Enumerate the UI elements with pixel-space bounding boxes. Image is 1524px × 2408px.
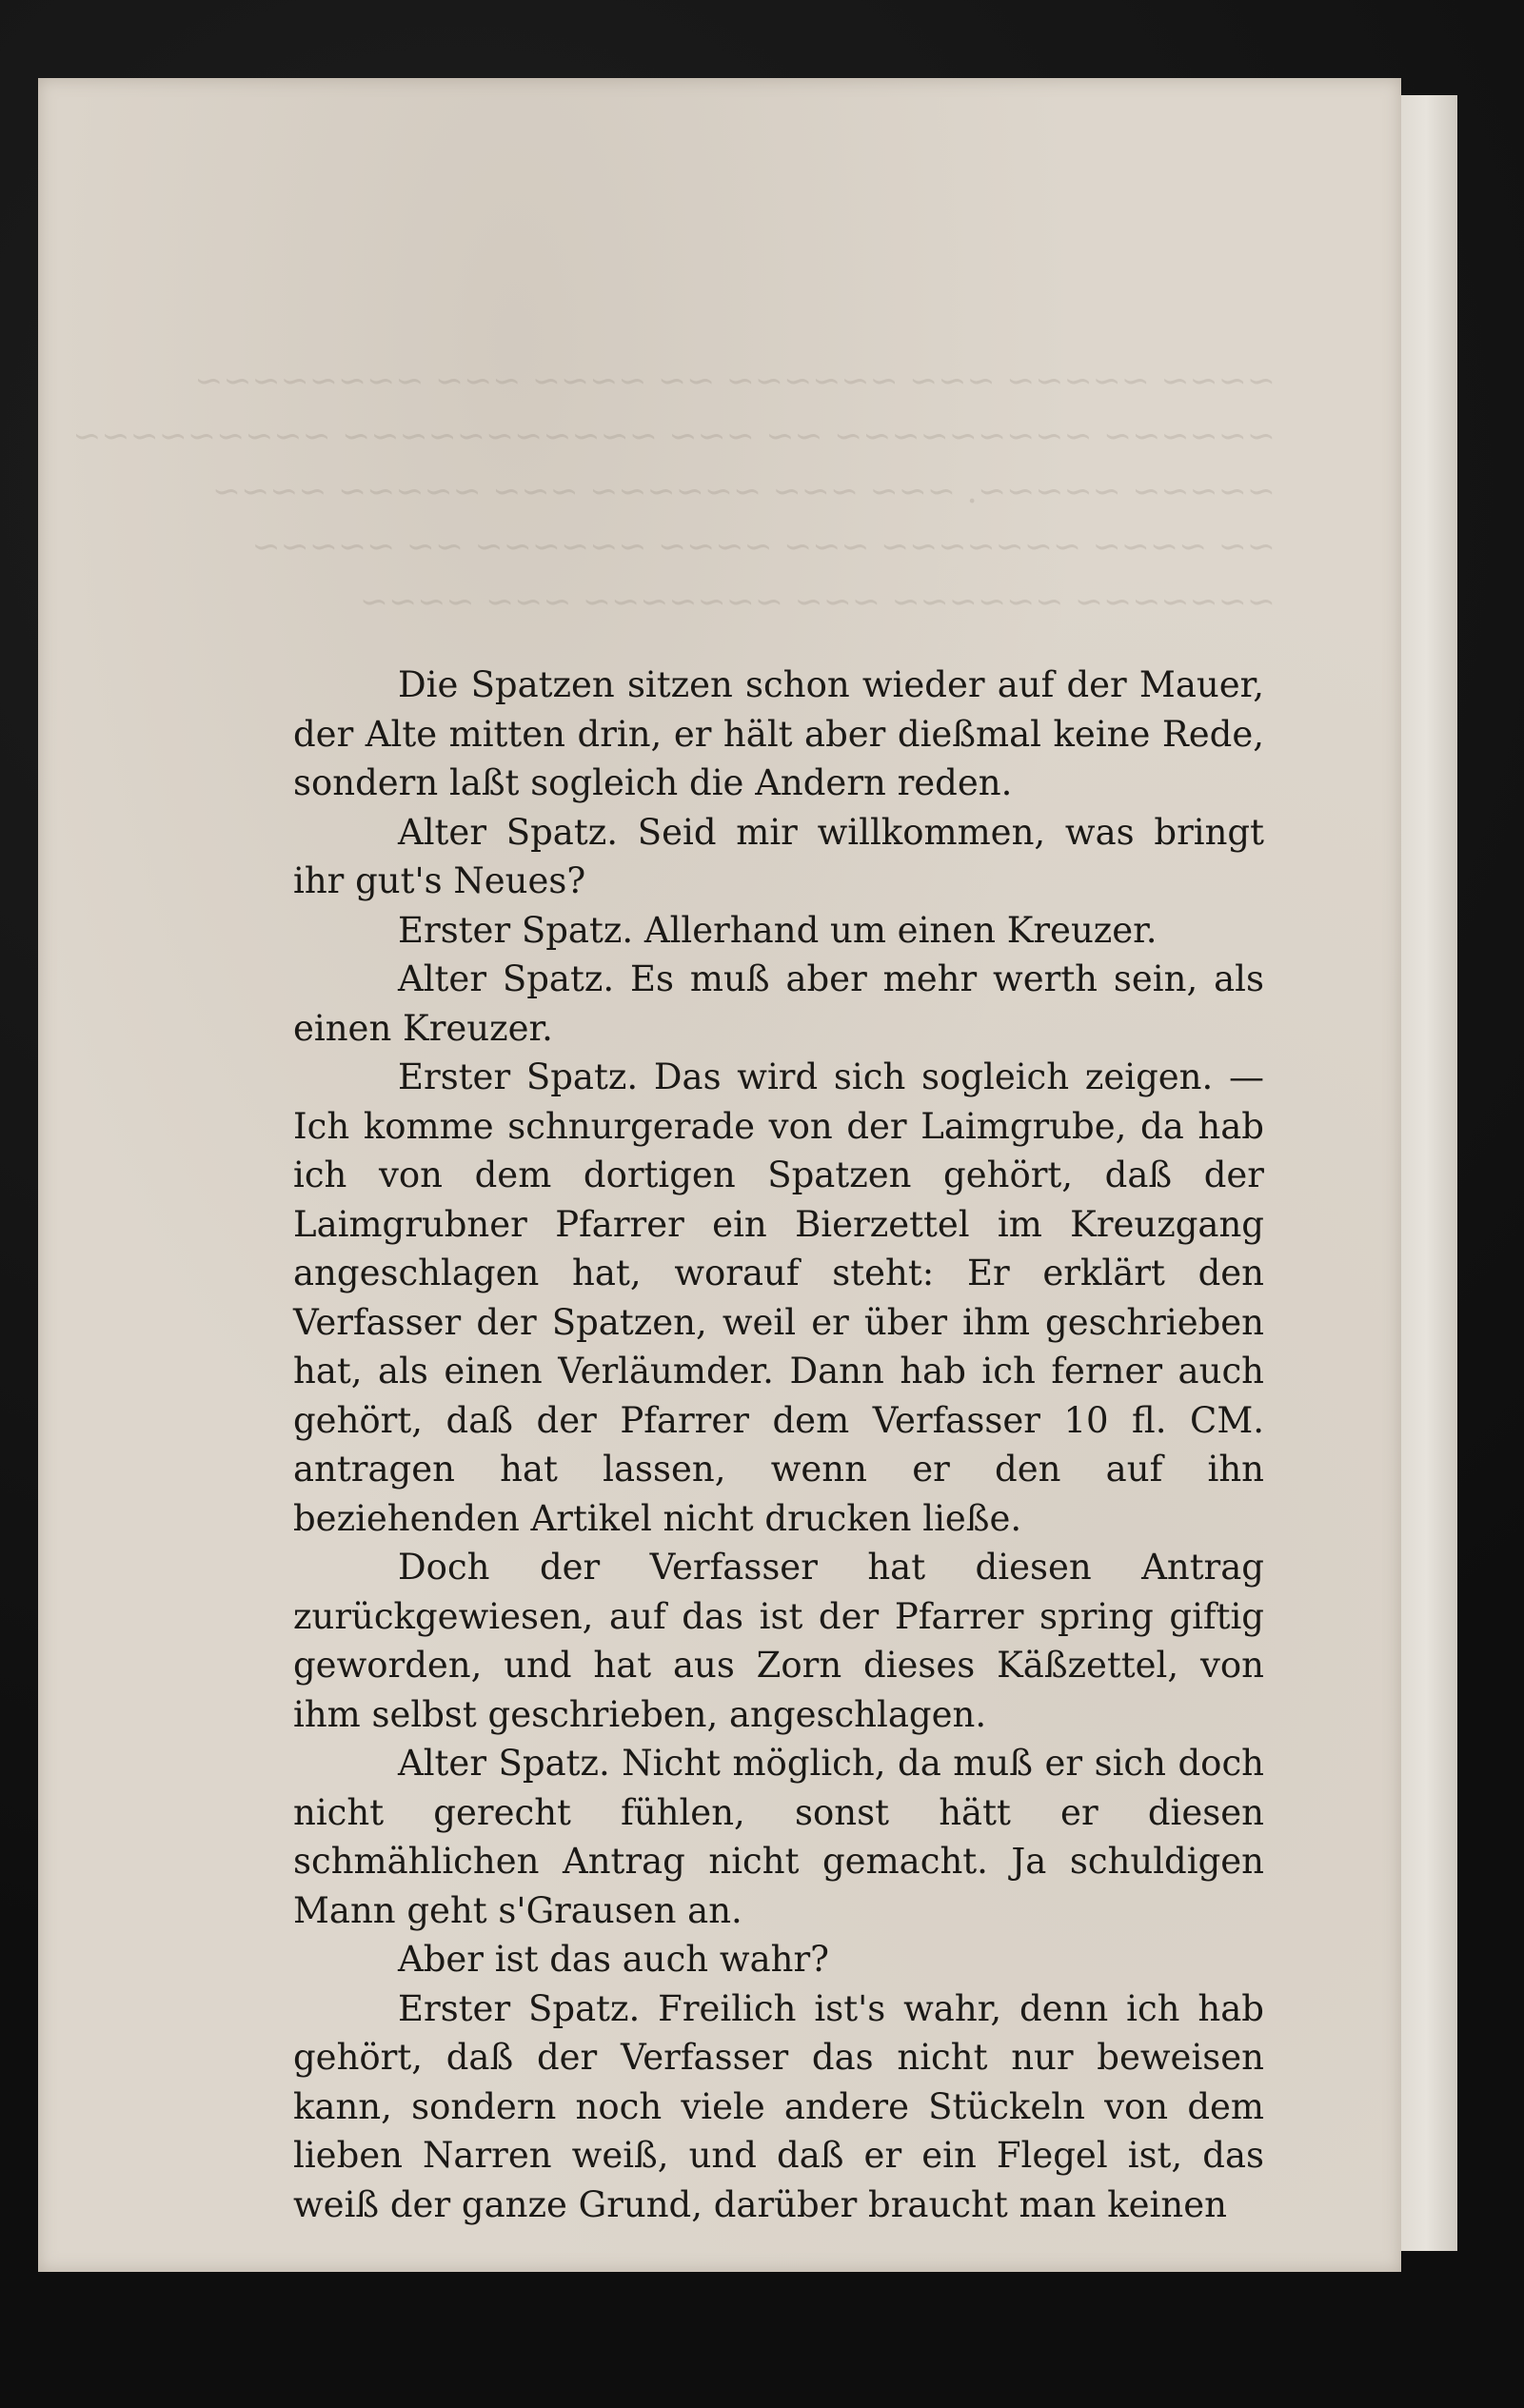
paragraph: Alter Spatz. Seid mir willkommen, was bringt ihr gut's Neues? bbox=[293, 811, 1264, 901]
paragraph: Aber ist das auch wahr? bbox=[398, 1939, 829, 1980]
paragraph: Doch der Verfasser hat diesen Antrag zurückgewiesen, auf das ist der Pfarrer spring giftig geworden, und hat aus Zorn dieses Käßzettel, von ihm selbst geschrieben, angeschlagen. bbox=[293, 1547, 1264, 1735]
show-through-text: ~~~~ ~~~~~ ~~~ ~~~~~~ ~~ ~~~~ ~~~ ~~~~~~~~ ~~~~~~ ~~~~~~~~~ ~~ ~~~ ~~~~~~~~~~~ ~~~~~~~~~ ~~~~~ ~~~~~. ~~~ ~~~ ~~~~~~ ~~~ ~~~~~ ~~~~ ~~ ~~~~ ~~~~~~~ ~~~ ~~~~ ~~~~~~ ~~ ~~~~~ ~~~~~~~ ~~~~~~ ~~~ ~~~~~~~ ~~~ ~~~~ bbox=[72, 362, 1276, 622]
paragraph: Alter Spatz. Nicht möglich, da muß er sich doch nicht gerecht fühlen, sonst hätt er diesen schmählichen Antrag nicht gemacht. Ja schuldigen Mann geht s'Grausen an. bbox=[293, 1743, 1264, 1931]
paragraph: Erster Spatz. Das wird sich sogleich zeigen. — Ich komme schnurgerade von der Laimgrube, da hab ich von dem dortigen Spatzen gehört, daß der Laimgrubner Pfarrer ein Bierzettel im Kreuzgang angeschlagen hat, worauf steht: Er erklärt den Verfasser der Spatzen, weil er über ihm geschrieben hat, als einen Verläumder. Dann hab ich ferner auch gehört, daß der Pfarrer dem Verfasser 10 fl. CM. antragen hat lassen, wenn er den auf ihn beziehenden Artikel nicht drucken ließe. bbox=[293, 1056, 1264, 1539]
page-text bbox=[293, 661, 1264, 2229]
paragraph: Alter Spatz. Es muß aber mehr werth sein, als einen Kreuzer. bbox=[293, 958, 1264, 1049]
paragraph: Die Spatzen sitzen schon wieder auf der Mauer, der Alte mitten drin, er hält aber dießmal keine Rede, sondern laßt sogleich die Andern reden. bbox=[293, 664, 1264, 803]
paragraph: Erster Spatz. Allerhand um einen Kreuzer. bbox=[398, 909, 1158, 951]
book-page bbox=[38, 78, 1401, 2272]
paragraph: Erster Spatz. Freilich ist's wahr, denn ich hab gehört, daß der Verfasser das nicht nur beweisen kann, sondern noch viele andere Stückeln von dem lieben Narren weiß, und daß er ein Flegel ist, das weiß der ganze Grund, darüber braucht man keinen bbox=[293, 1987, 1264, 2225]
